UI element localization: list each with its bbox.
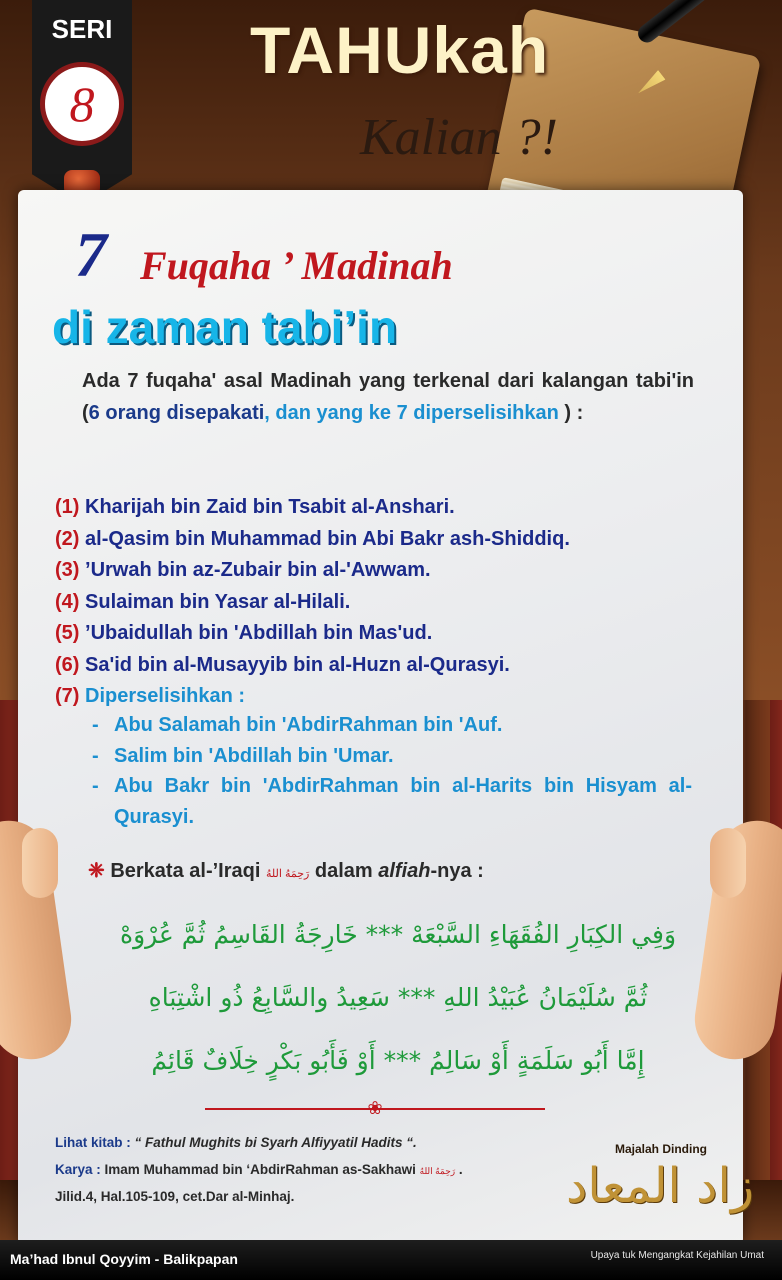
list-text: ’Ubaidullah bin 'Abdillah bin Mas'ud.	[85, 622, 433, 644]
list-number: (6)	[55, 653, 80, 676]
intro-agreed: 6 orang disepakati	[88, 402, 265, 424]
quote-intro	[88, 858, 484, 883]
list-number: (1)	[55, 496, 80, 518]
list-item	[55, 650, 705, 682]
intro-paragraph	[82, 365, 694, 429]
footer-institution: Ma’had Ibnul Qoyyim - Balikpapan	[10, 1251, 238, 1267]
intro-disputed: , dan yang ke 7 diperselisihkan	[264, 402, 559, 424]
list-item	[55, 587, 705, 619]
honorific-text: رَحِمَهُ اللهُ	[265, 868, 310, 880]
kitab-label: Lihat kitab :	[55, 1135, 131, 1150]
list-text: ’Urwah bin az-Zubair bin al-'Awwam.	[85, 559, 431, 581]
reference-kitab	[55, 1135, 417, 1150]
list-text: Diperselisihkan :	[85, 685, 246, 707]
page-subtitle: Kalian ?!	[360, 109, 558, 166]
disputed-item: - Salim bin 'Abdillah bin 'Umar.	[92, 741, 692, 772]
intro-part1: Ada 7 fuqaha' asal Madinah yang terkenal dari kalangan tabi'in (	[82, 370, 694, 424]
quote-before: Berkata al-’Iraqi	[110, 860, 266, 882]
footer-tagline: Upaya tuk Mengangkat Kejahilan Umat	[590, 1250, 764, 1261]
arabic-verse-line: وَفِي الكِبَارِ الفُقَهَاءِ السَّبْعَهْ *** خَارِجَةُ القَاسِمُ ثُمَّ عُرْوَهْ	[119, 920, 677, 949]
list-item	[55, 492, 705, 524]
list-number: (4)	[55, 590, 80, 613]
disputed-item: - Abu Salamah bin 'AbdirRahman bin 'Auf.	[92, 710, 692, 741]
list-item	[55, 524, 705, 556]
disputed-text: Abu Salamah bin 'AbdirRahman bin 'Auf.	[114, 714, 503, 736]
disputed-item: - Abu Bakr bin 'AbdirRahman bin al-Harits bin Hisyam al-Qurasyi.	[92, 771, 692, 832]
zaad-al-maad-logo: زاد المعاد	[565, 1158, 754, 1214]
divider-ornament-icon: ❀	[367, 1098, 383, 1119]
headline-number: 7	[75, 219, 107, 290]
list-text: al-Qasim bin Muhammad bin Abi Bakr ash-Shiddiq.	[85, 527, 570, 550]
headline-line2: di zaman tabi’in	[52, 301, 398, 353]
disputed-list	[92, 710, 692, 832]
list-item	[55, 555, 705, 587]
kitab-value: “ Fathul Mughits bi Syarh Alfiyyatil Hadits “.	[134, 1135, 417, 1150]
reference-jilid: Jilid.4, Hal.105-109, cet.Dar al-Minhaj.	[55, 1189, 295, 1204]
headline-script: Fuqaha ’ Madinah	[140, 243, 453, 288]
karya-value: Imam Muhammad bin ‘AbdirRahman as-Sakhawi	[104, 1162, 420, 1177]
quote-after: -nya :	[430, 860, 484, 882]
disputed-text: Abu Bakr bin 'AbdirRahman bin al-Harits bin Hisyam al-Qurasyi.	[114, 775, 692, 828]
disputed-text: Salim bin 'Abdillah bin 'Umar.	[114, 744, 394, 767]
list-text: Sulaiman bin Yasar al-Hilali.	[85, 590, 351, 613]
list-text: Sa'id bin al-Musayyib bin al-Huzn al-Qurasyi.	[85, 653, 510, 676]
list-number: (7)	[55, 685, 80, 707]
series-number-circle	[40, 62, 124, 146]
series-label: SERI	[51, 14, 113, 44]
karya-honorific: رَحِمَهُ اللهُ	[419, 1166, 456, 1176]
arabic-verse-line: إِمَّا أَبُو سَلَمَةٍ أَوْ سَالِمُ *** أَوْ فَأَبُو بَكْرٍ خِلَافٌ قَائِمُ	[151, 1046, 645, 1075]
series-number: 8	[69, 76, 95, 132]
flower-icon: ❈	[88, 860, 105, 882]
list-text: Kharijah bin Zaid bin Tsabit al-Anshari.	[85, 496, 455, 518]
list-item	[55, 681, 705, 713]
right-thumb	[710, 828, 746, 898]
list-number: (5)	[55, 622, 80, 644]
quote-middle: dalam	[309, 860, 379, 882]
list-item	[55, 618, 705, 650]
karya-end: .	[455, 1162, 463, 1177]
arabic-verse-line: ثُمَّ سُلَيْمَانُ عُبَيْدُ اللهِ *** سَعِيدُ والسَّابِعُ ذُو اشْتِبَاهِ	[148, 983, 648, 1012]
logo-caption: Majalah Dinding	[615, 1142, 708, 1156]
list-number: (3)	[55, 559, 80, 581]
karya-label: Karya :	[55, 1162, 101, 1177]
page-title: TAHUkah	[250, 13, 550, 87]
left-thumb	[22, 828, 58, 898]
intro-end: ) :	[558, 402, 584, 424]
list-number: (2)	[55, 527, 80, 550]
fuqaha-list	[55, 492, 705, 713]
quote-italic: alfiah	[378, 860, 431, 882]
reference-karya	[55, 1162, 463, 1177]
